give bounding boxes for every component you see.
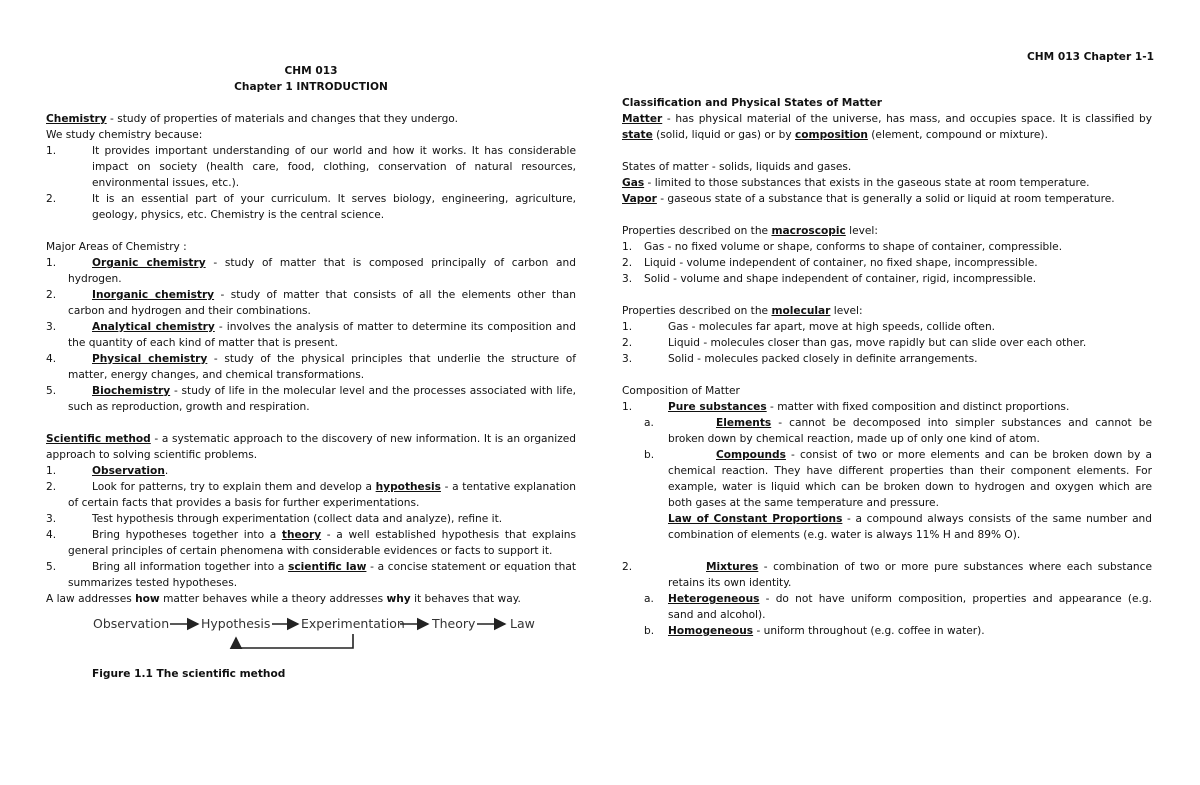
step-1: 1. Observation.	[46, 465, 169, 477]
macro-item-3: 3. Solid - volume and shape independent of container, rigid, incompressible.	[622, 273, 1037, 285]
scientific-method-definition: Scientific method - a systematic approach to the discovery of new information. It is an organized approach to solving scientific problems.	[46, 433, 577, 461]
classification-heading: Classification and Physical States of Matter	[622, 97, 883, 109]
left-column	[46, 63, 576, 682]
constant-proportions-item: Law of Constant Proportions - a compound always consists of the same number and combination of elements (e.g. water is always 11% H and 89% O).	[668, 513, 1153, 541]
gas-definition: Gas - limited to those substances that exists in the gaseous state at room temperature.	[622, 177, 1090, 189]
states-line: States of matter - solids, liquids and gases.	[622, 161, 852, 173]
compounds-item: b. Compounds - consist of two or more elements and can be broken down by a chemical reaction. They have different properties than their component elements. For example, water is liquid which can be broken down to hydrogen and oxygen which are both gases at the same temperature and pressure.	[644, 449, 1152, 509]
running-header: CHM 013 Chapter 1-1	[1026, 51, 1154, 63]
mol-item-2: 2. Liquid - molecules closer than gas, move rapidly but can slide over each other.	[622, 337, 1087, 349]
why-item-1: 1. It provides important understanding of our world and how it works. It has considerable impact on society (health care, food, clothing, conservation of natural resources, environmental issues, etc.).	[46, 145, 576, 189]
chemistry-definition: Chemistry - study of properties of materials and changes that they undergo.	[46, 113, 458, 125]
homogeneous-item: b. Homogeneous - uniform throughout (e.g. coffee in water).	[644, 625, 985, 637]
right-column	[622, 95, 1152, 639]
flow-observation: Observation	[93, 616, 170, 631]
area-item-5: 5. Biochemistry - study of life in the molecular level and the processes associated with life, such as reproduction, growth and respiration.	[46, 385, 576, 413]
course-title: CHM 013	[284, 65, 338, 77]
mol-item-3: 3. Solid - molecules packed closely in definite arrangements.	[622, 353, 978, 365]
figure-caption: Figure 1.1 The scientific method	[92, 668, 286, 680]
mol-item-1: 1. Gas - molecules far apart, move at high speeds, collide often.	[622, 321, 996, 333]
area-item-4: 4. Physical chemistry - study of the physical principles that underlie the structure of matter, energy changes, and chemical transformations.	[46, 353, 576, 381]
flow-experimentation: Experimentation	[301, 616, 405, 631]
macro-item-1: 1. Gas - no fixed volume or shape, conforms to shape of container, compressible.	[622, 241, 1063, 253]
vapor-definition: Vapor - gaseous state of a substance that is generally a solid or liquid at room temperature.	[622, 193, 1115, 205]
flow-feedback-arrow	[236, 634, 353, 648]
area-item-2: 2. Inorganic chemistry - study of matter that consists of all the elements other than carbon and hydrogen and their combinations.	[46, 289, 576, 317]
matter-definition: Matter - has physical material of the universe, has mass, and occupies space. It is classified by state (solid, liquid or gas) or by composition (element, compound or mixture).	[622, 113, 1152, 141]
composition-heading: Composition of Matter	[622, 385, 740, 397]
molecular-intro: Properties described on the molecular level:	[622, 305, 863, 317]
elements-item: a. Elements - cannot be decomposed into simpler substances and cannot be broken down by chemical reaction, made up of only one kind of atom.	[644, 417, 1152, 445]
flow-hypothesis: Hypothesis	[201, 616, 271, 631]
why-intro: We study chemistry because:	[46, 129, 203, 141]
step-5: 5. Bring all information together into a scientific law - a concise statement or equation that summarizes tested hypotheses.	[46, 561, 577, 589]
areas-intro: Major Areas of Chemistry :	[46, 241, 187, 253]
step-3: 3. Test hypothesis through experimentation (collect data and analyze), refine it.	[46, 513, 503, 525]
scientific-method-flow	[46, 614, 576, 660]
law-vs-theory: A law addresses how matter behaves while a theory addresses why it behaves that way.	[46, 593, 521, 605]
flow-theory: Theory	[432, 616, 476, 631]
pure-substances-item: 1. Pure substances - matter with fixed composition and distinct proportions.	[622, 401, 1070, 413]
macro-item-2: 2. Liquid - volume independent of container, no fixed shape, incompressible.	[622, 257, 1038, 269]
macroscopic-intro: Properties described on the macroscopic level:	[622, 225, 878, 237]
chemistry-term: Chemistry	[46, 113, 107, 125]
flow-law: Law	[510, 616, 535, 631]
mixtures-item: 2. Mixtures - combination of two or more pure substances where each substance retains its own identity.	[622, 561, 1152, 589]
area-item-1: 1. Organic chemistry - study of matter that is composed principally of carbon and hydrogen.	[46, 257, 576, 285]
chapter-title: Chapter 1 INTRODUCTION	[234, 81, 388, 93]
step-2: 2. Look for patterns, try to explain them and develop a hypothesis - a tentative explanation of certain facts that provides a basis for further experimentations.	[46, 481, 576, 509]
area-item-3: 3. Analytical chemistry - involves the analysis of matter to determine its composition and the quantity of each kind of matter that is present.	[46, 321, 576, 349]
why-item-2: 2. It is an essential part of your curriculum. It serves biology, engineering, agriculture, geology, physics, etc. Chemistry is the central science.	[46, 193, 576, 221]
heterogeneous-item: a. Heterogeneous - do not have uniform composition, properties and appearance (e.g. sand and alcohol).	[644, 593, 1152, 621]
step-4: 4. Bring hypotheses together into a theory - a well established hypothesis that explains general principles of certain phenomena with considerable evidences or facts to support it.	[46, 529, 576, 557]
